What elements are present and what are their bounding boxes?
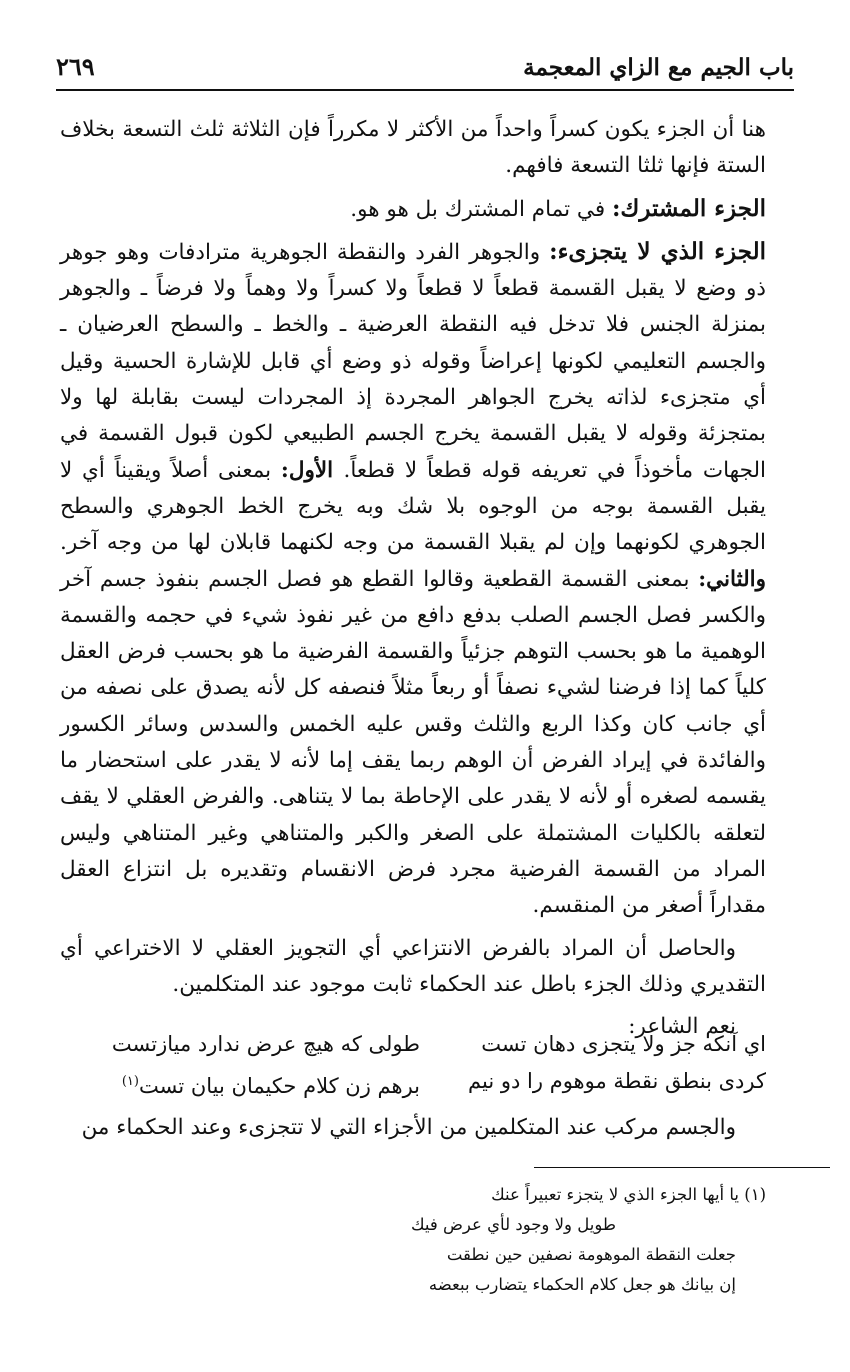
term-indivisible-part: الجزء الذي لا يتجزىء:: [549, 237, 766, 265]
footnote-marker: (١): [121, 1074, 139, 1089]
subheading-second: والثاني:: [698, 566, 766, 592]
page-number: ٢٦٩: [56, 52, 95, 81]
verse-2-hemistich-2: [60, 1063, 420, 1105]
paragraph-3-text-a: والجوهر الفرد والنقطة الجوهرية مترادفات وهو جوهر ذو وضع لا يقبل القسمة قطعاً لا قطعاً ولا كسراً ولا وهماً ولا فرضاً ـ والجوهر بمنزلة الجنس فلا تدخل فيه النقطة العرضية ـ والخط ـ والسطح العرضيان ـ والجسم التعليمي لكونها إعراضاً وقوله ذو وضع أي قابل للإشارة الحسية وقيل أي متجزىء لذاته يخرج الجواهر المجردة إذ المجردات ليست بقابلة لها ولا بمتجزئة وقوله لا يقبل القسمة يخرج الجسم الطبيعي لكون قبول القسمة في الجهات مأخوذاً في تعريفه قوله قطعاً لا قطعاً.: [60, 239, 767, 483]
closing-line: [60, 1110, 766, 1146]
verse-2-hemistich-2-text: برهم زن كلام حكيمان بيان تست: [138, 1074, 420, 1098]
term-shared-part: الجزء المشترك:: [611, 194, 766, 222]
footnote-line-4: إن بيانك هو جعل كلام الحكماء يتضارب ببعضه: [428, 1275, 736, 1294]
paragraph-3-text-c: بمعنى القسمة القطعية وقالوا القطع هو فصل الجسم بنفوذ جسم آخر والكسر فصل الجسم الصلب بدفع دافع من غير نفوذ شيء في حجمه والقسمة الوهمية ما هو بحسب التوهم جزئياً والقسمة الفرضية ما هو بحسب فرض العقل كلياً كما إذا فرضنا لشيء نصفاً أو ربعاً مثلاً فنصفه كل لأنه يصدق على نصفه من أي جانب كان وكذا الربع والثلث وقس عليه الخمس والسدس وسائر الكسور والفائدة في إيراد الفرض أن الوهم ربما يقف إما لأنه لا يقدر على استحضار ما يقسمه لصغره أو لأنه لا يقدر على الإحاطة بما لا يتناهى. والفرض العقلي لا يقف لتعلقه بالكليات المشتملة على الصغر والكبر والمتناهي وغير المتناهي وليس المراد من القسمة الفرضية مجرد فرض الانقسام وتقديره بل انتزاع العقل مقداراً أصغر من المنقسم.: [60, 566, 766, 919]
paragraph-2-text: في تمام المشترك بل هو هو.: [350, 196, 612, 222]
paragraph-4-text: والحاصل أن المراد بالفرض الانتزاعي أي التجويز العقلي لا الاختراعي أي التقديري وذلك الجزء باطل عند الحكماء ثابت موجود عند المتكلمين.: [60, 935, 766, 997]
closing-line-text: والجسم مركب عند المتكلمين من الأجزاء التي لا تتجزىء وعند الحكماء من: [81, 1115, 736, 1140]
verse-2-hemistich-1: كردى بنطق نقطة موهوم را دو نيم: [468, 1069, 766, 1093]
running-header: [56, 50, 794, 88]
paragraph-1-text: هنا أن الجزء يكون كسراً واحداً من الأكثر لا مكرراً فإن الثلاثة ثلث التسعة بخلاف الستة فإنها ثلثا التسعة فافهم.: [60, 117, 766, 179]
footnote-line-1: (١) يا أيها الجزء الذي لا يتجزء تعبيراً عنك: [491, 1185, 766, 1204]
chapter-title: باب الجيم مع الزاي المعجمة: [523, 54, 794, 81]
subheading-first: الأول:: [280, 457, 344, 483]
verse-row-1: [60, 1026, 766, 1063]
footnote-line-2: طويل ولا وجود لأي عرض فيك: [410, 1215, 616, 1234]
paragraph-2: [60, 191, 766, 228]
verse-row-2: [60, 1063, 766, 1105]
header-rule: [56, 89, 794, 91]
footnote: [60, 1180, 766, 1300]
paragraph-3-text-b: بمعنى أصلاً ويقيناً أي لا يقبل القسمة بوجه من الوجوه بلا شك وبه يخرج الخط الجوهري والسطح الجوهري لكونهما وإن لم يقبلا القسمة من وجه لكنهما قابلان لها من وجه آخر.: [60, 457, 766, 556]
persian-verse: [60, 1026, 766, 1105]
footnote-rule: [534, 1167, 830, 1168]
verse-1-hemistich-2: طولى كه هيچ عرض ندارد ميازتست: [111, 1032, 420, 1056]
poet-intro: نعم الشاعر:: [628, 1014, 736, 1040]
paragraph-4: [60, 931, 766, 1004]
paragraph-1: [60, 112, 766, 185]
paragraph-3: [60, 234, 766, 925]
main-text: [60, 112, 766, 1045]
footnote-line-3: جعلت النقطة الموهومة نصفين حين نطقت: [446, 1245, 736, 1264]
verse-1-hemistich-1: اي آنكه جز ولا يتجزى دهان تست: [481, 1032, 766, 1056]
